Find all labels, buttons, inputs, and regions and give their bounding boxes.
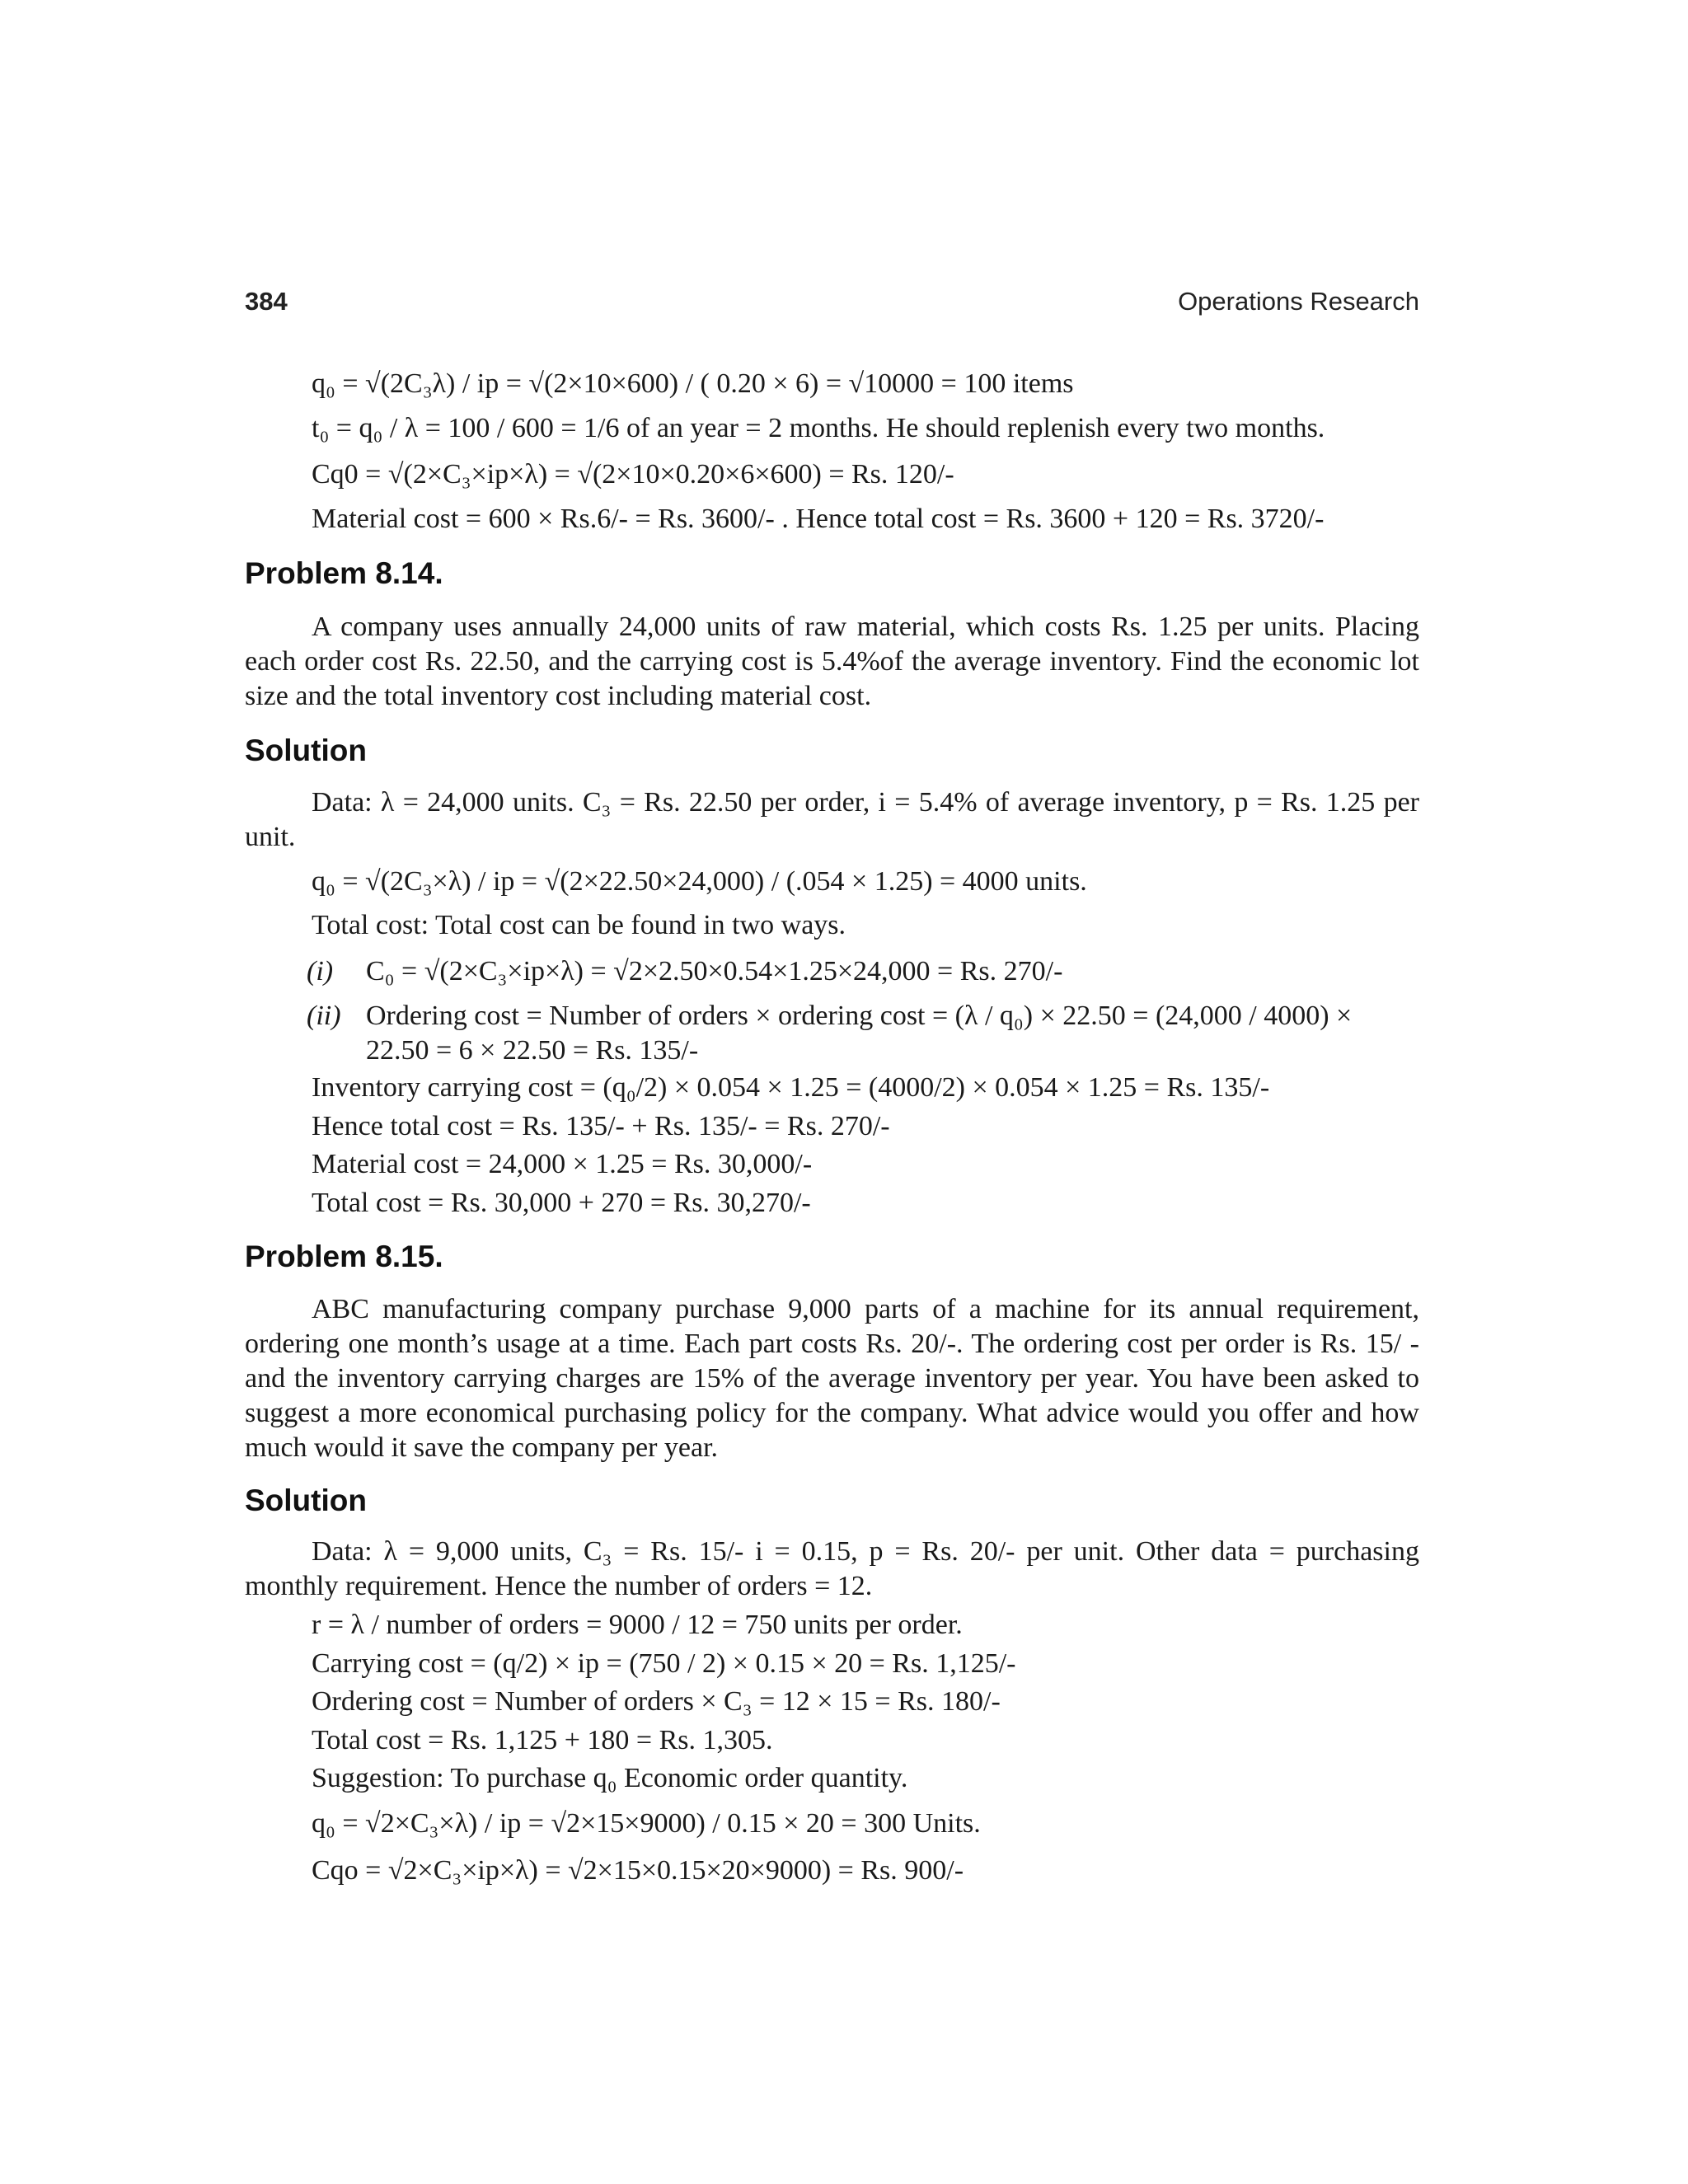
problem-heading: Problem 8.15. (245, 1240, 443, 1273)
solution-heading: Solution (245, 733, 367, 767)
equation-line: Carrying cost = (q/2) × ip = (750 / 2) × 0.15 × 20 = Rs. 1,125/- (312, 1648, 1016, 1679)
page-number: 384 (245, 287, 288, 316)
equation-line: q₀ = √(2C₃λ) / ip = √(2×10×600) / ( 0.20 × 6) = √10000 = 100 items (312, 368, 1074, 399)
list-item (307, 999, 1352, 1033)
solution-heading: Solution (245, 1483, 367, 1517)
equation-line: t₀ = q₀ / λ = 100 / 600 = 1/6 of an year = 2 months. He should replenish every two months. (312, 413, 1325, 443)
running-header-title: Operations Research (1178, 287, 1419, 316)
equation-line: Cqo = √2×C₃×ip×λ) = √2×15×0.15×20×9000) = Rs. 900/- (312, 1855, 964, 1886)
list-item (307, 954, 1062, 989)
text-line: Suggestion: To purchase q₀ Economic order quantity. (312, 1763, 908, 1793)
equation-line: Ordering cost = Number of orders × C₃ = 12 × 15 = Rs. 180/- (312, 1686, 1001, 1717)
equation-line: Material cost = 600 × Rs.6/- = Rs. 3600/- . Hence total cost = Rs. 3600 + 120 = Rs. 3720/- (312, 504, 1325, 534)
equation-line: q₀ = √2×C₃×λ) / ip = √2×15×9000) / 0.15 × 20 = 300 Units. (312, 1808, 981, 1839)
equation-line: Inventory carrying cost = (q₀/2) × 0.054 × 1.25 = (4000/2) × 0.054 × 1.25 = Rs. 135/- (312, 1072, 1270, 1103)
list-item-text: C₀ = √(2×C₃×ip×λ) = √2×2.50×0.54×1.25×24,000 = Rs. 270/- (366, 956, 1063, 987)
problem-heading: Problem 8.14. (245, 556, 443, 590)
equation-line: Cq0 = √(2×C₃×ip×λ) = √(2×10×0.20×6×600) = Rs. 120/- (312, 459, 954, 490)
list-item-label: (i) (307, 956, 334, 987)
equation-line: Total cost = Rs. 30,000 + 270 = Rs. 30,270/- (312, 1188, 811, 1218)
equation-line: Hence total cost = Rs. 135/- + Rs. 135/- = Rs. 270/- (312, 1111, 890, 1141)
solution-data: Data: λ = 9,000 units, C₃ = Rs. 15/- i = 0.15, p = Rs. 20/- per unit. Other data = purchasing monthly requirement. Hence the number of orders = 12. (245, 1536, 1419, 1601)
solution-data: Data: λ = 24,000 units. C₃ = Rs. 22.50 per order, i = 5.4% of average inventory, p = Rs. 1.25 per unit. (245, 787, 1419, 852)
list-item-text: Ordering cost = Number of orders × ordering cost = (λ / q₀) × 22.50 = (24,000 / 4000) × (366, 1001, 1353, 1031)
list-item-label: (ii) (307, 1001, 341, 1031)
equation-line: Material cost = 24,000 × 1.25 = Rs. 30,000/- (312, 1149, 813, 1179)
equation-line: q₀ = √(2C₃×λ) / ip = √(2×22.50×24,000) / (.054 × 1.25) = 4000 units. (312, 866, 1087, 897)
equation-line: Total cost = Rs. 1,125 + 180 = Rs. 1,305. (312, 1725, 773, 1755)
equation-line: r = λ / number of orders = 9000 / 12 = 750 units per order. (312, 1610, 963, 1640)
problem-text: A company uses annually 24,000 units of raw material, which costs Rs. 1.25 per units. Placing each order cost Rs. 22.50, and the carrying cost is 5.4%of the average inventory. Find the economic lot size and the total inventory cost including material cost. (245, 612, 1419, 711)
text-line: Total cost: Total cost can be found in two ways. (312, 910, 846, 940)
problem-text: ABC manufacturing company purchase 9,000 parts of a machine for its annual requirement, ordering one month’s usage at a time. Each part costs Rs. 20/-. The ordering cost per order is Rs. 15/ - and the inventory carrying charges are 15% of the average inventory per year. You have been asked to suggest a more economical purchasing policy for the company. What advice would you offer and how much would it save the company per year. (245, 1294, 1419, 1463)
list-item-continuation: 22.50 = 6 × 22.50 = Rs. 135/- (366, 1035, 699, 1066)
